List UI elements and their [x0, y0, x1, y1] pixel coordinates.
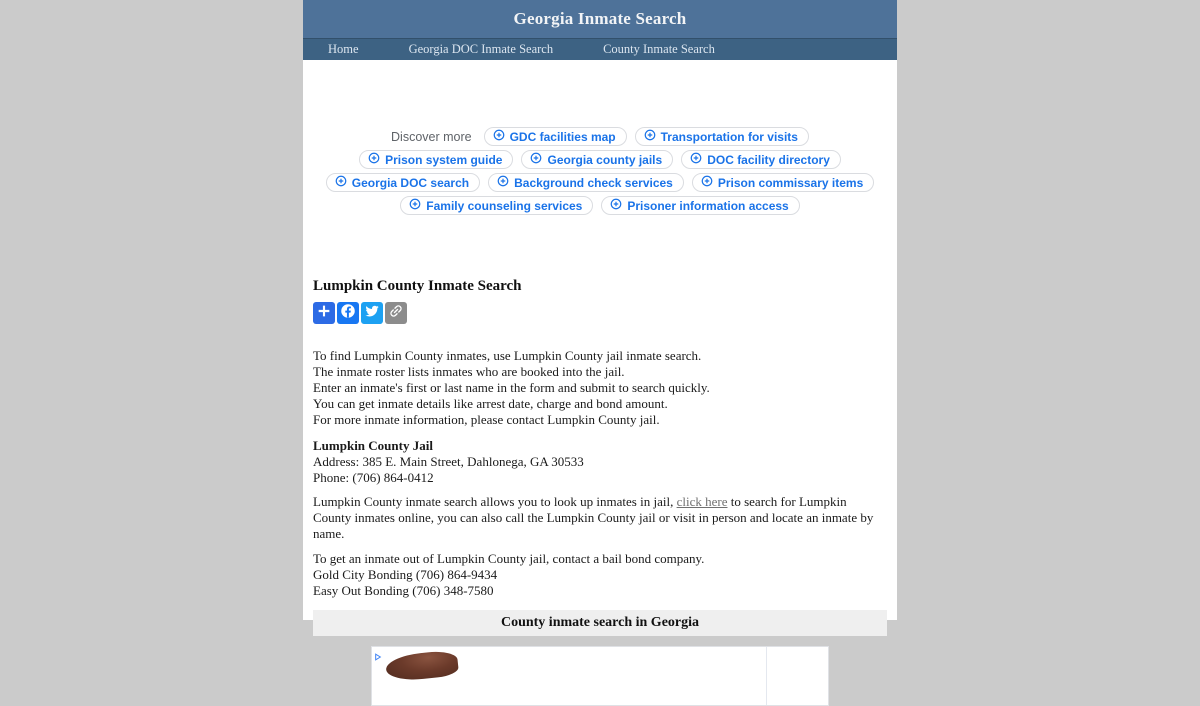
- pill-prison-commissary-items[interactable]: Prison commissary items: [692, 173, 874, 192]
- intro-line: You can get inmate details like arrest date, charge and bond amount.: [313, 396, 668, 411]
- bail-line: To get an inmate out of Lumpkin County jail, contact a bail bond company.: [313, 551, 705, 566]
- pill-background-check-services[interactable]: Background check services: [488, 173, 684, 192]
- nav-item-county-inmate-search[interactable]: County Inmate Search: [603, 42, 715, 56]
- circled-plus-icon: [368, 152, 380, 167]
- section-title: County inmate search in Georgia: [500, 615, 700, 630]
- content-column: [303, 0, 897, 630]
- circled-plus-icon: [335, 175, 347, 190]
- facebook-icon: [339, 302, 357, 325]
- copy-link-button[interactable]: [385, 302, 407, 324]
- discover-more-section: [311, 127, 889, 215]
- pill-doc-facility-directory[interactable]: DOC facility directory: [681, 150, 841, 169]
- jail-address: Address: 385 E. Main Street, Dahlonega, GA 30533: [313, 454, 584, 469]
- pill-georgia-doc-search[interactable]: Georgia DOC search: [326, 173, 480, 192]
- intro-line: The inmate roster lists inmates who are booked into the jail.: [313, 364, 625, 379]
- circled-plus-icon: [690, 152, 702, 167]
- site-title: Georgia Inmate Search: [513, 9, 687, 28]
- section-header-bar: [313, 610, 887, 636]
- main-nav: [303, 38, 897, 60]
- ad-image[interactable]: [385, 649, 459, 682]
- intro-line: For more inmate information, please contact Lumpkin County jail.: [313, 412, 660, 427]
- pill-prisoner-information-access[interactable]: Prisoner information access: [601, 196, 799, 215]
- adchoices-triangle-icon[interactable]: [374, 648, 382, 666]
- pill-prison-system-guide[interactable]: Prison system guide: [359, 150, 513, 169]
- bail-line: Easy Out Bonding (706) 348-7580: [313, 583, 494, 598]
- search-paragraph: Lumpkin County inmate search allows you to look up inmates in jail, click here to search for Lumpkin County inmates online, you can also call the Lumpkin County jail or visit in person and locate an inmate by name.: [313, 494, 874, 541]
- circled-plus-icon: [530, 152, 542, 167]
- share-buttons: [313, 302, 887, 324]
- jail-phone: Phone: (706) 864-0412: [313, 470, 434, 485]
- circled-plus-icon: [644, 129, 656, 144]
- click-here-link[interactable]: click here: [676, 494, 728, 509]
- ad-container[interactable]: [371, 646, 829, 706]
- circled-plus-icon: [497, 175, 509, 190]
- facebook-share-button[interactable]: [337, 302, 359, 324]
- twitter-icon: [364, 303, 380, 324]
- nav-item-home[interactable]: Home: [328, 42, 359, 56]
- intro-line: To find Lumpkin County inmates, use Lumpkin County jail inmate search.: [313, 348, 702, 363]
- site-header: [303, 0, 897, 38]
- intro-line: Enter an inmate's first or last name in the form and submit to search quickly.: [313, 380, 710, 395]
- nav-item-georgia-doc-inmate-search[interactable]: Georgia DOC Inmate Search: [408, 42, 554, 56]
- twitter-share-button[interactable]: [361, 302, 383, 324]
- discover-more-label: Discover more: [391, 129, 472, 144]
- copy-link-icon: [388, 303, 404, 324]
- share-plus-button[interactable]: [313, 302, 335, 324]
- circled-plus-icon: [610, 198, 622, 213]
- circled-plus-icon: [493, 129, 505, 144]
- ad-divider: [766, 647, 767, 705]
- jail-contact-block: [313, 438, 887, 486]
- page-title: Lumpkin County Inmate Search: [313, 278, 522, 294]
- pill-gdc-facilities-map[interactable]: GDC facilities map: [484, 127, 627, 146]
- circled-plus-icon: [701, 175, 713, 190]
- bail-line: Gold City Bonding (706) 864-9434: [313, 567, 498, 582]
- jail-name: Lumpkin County Jail: [313, 438, 433, 453]
- share-plus-icon: [316, 303, 332, 324]
- pill-family-counseling-services[interactable]: Family counseling services: [400, 196, 593, 215]
- pill-transportation-for-visits[interactable]: Transportation for visits: [635, 127, 809, 146]
- circled-plus-icon: [409, 198, 421, 213]
- bail-bond-block: [313, 551, 887, 599]
- intro-paragraph: [313, 348, 887, 428]
- article: [303, 278, 897, 706]
- pill-georgia-county-jails[interactable]: Georgia county jails: [521, 150, 673, 169]
